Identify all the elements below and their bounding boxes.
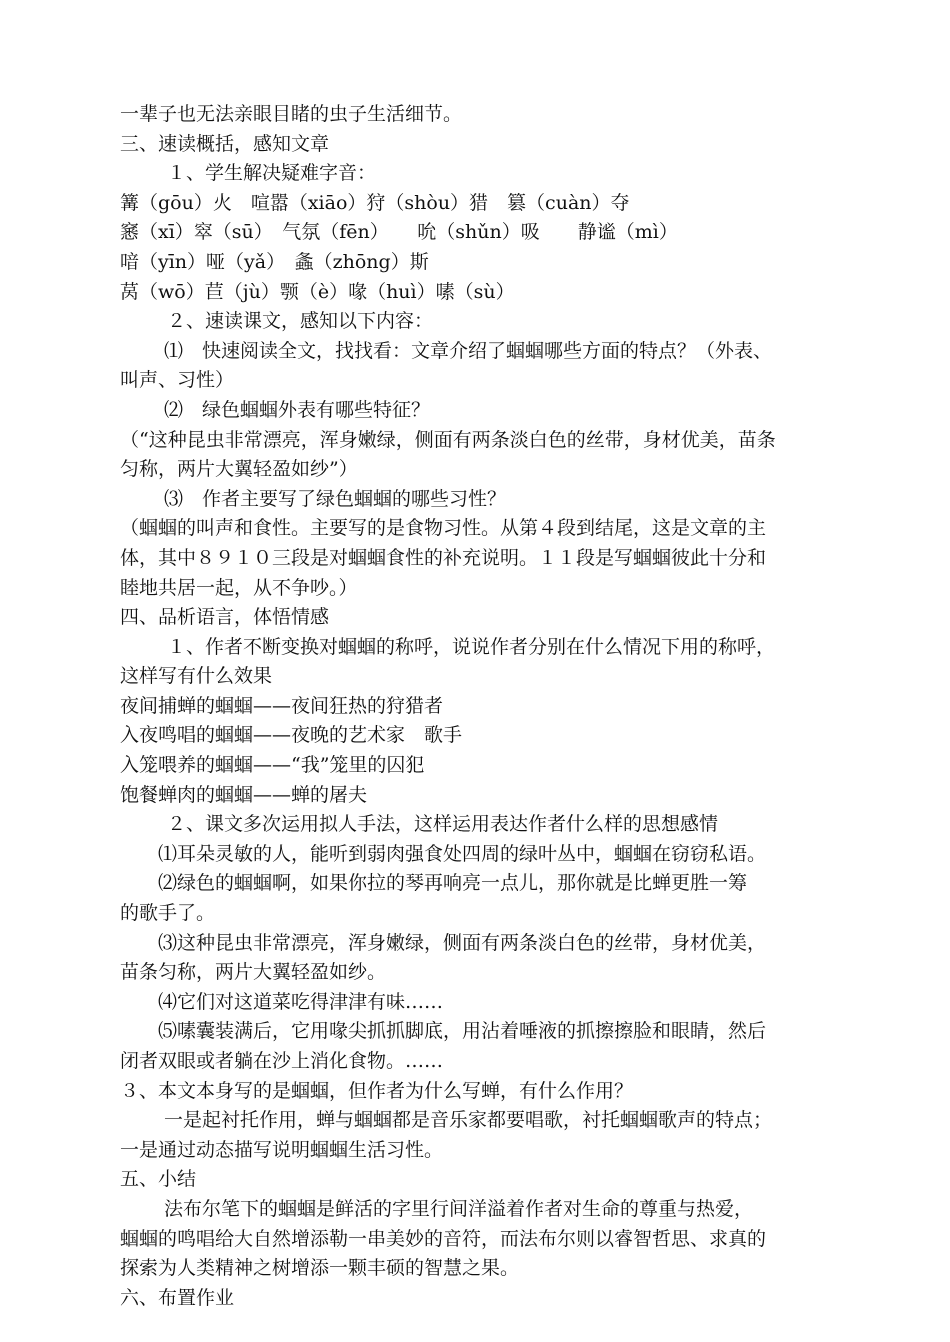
text-line: ⑴ 快速阅读全文，找找看：文章介绍了蝈蝈哪些方面的特点？（外表、 (164, 339, 773, 362)
text-line: 苗条匀称，两片大翼轻盈如纱。 (120, 961, 387, 984)
text-line: 探索为人类精神之树增添一颗丰硕的智慧之果。 (120, 1257, 520, 1280)
text-line: 一是通过动态描写说明蝈蝈生活习性。 (120, 1138, 444, 1161)
text-line: 的歌手了。 (120, 902, 216, 925)
text-line: 莴（wō）苣（jù）颚（è）喙（huì）嗉（sù） (120, 280, 515, 303)
text-line: ２、课文多次运用拟人手法，这样运用表达作者什么样的思想感情 (167, 813, 719, 836)
text-line: （“这种昆虫非常漂亮，浑身嫩绿，侧面有两条淡白色的丝带，身材优美，苗条 (120, 428, 776, 451)
text-line: ⑸嗉囊装满后，它用喙尖抓抓脚底，用沾着唾液的抓擦擦脸和眼睛，然后 (158, 1020, 767, 1043)
text-line: 夜间捕蝉的蝈蝈——夜间狂热的狩猎者 (120, 694, 444, 717)
text-line: 一辈子也无法亲眼目睹的虫子生活细节。 (120, 103, 463, 125)
text-line: 睦地共居一起，从不争吵。） (120, 576, 358, 599)
text-line: 入笼喂养的蝈蝈——“我”笼里的囚犯 (120, 754, 425, 777)
document-body (120, 100, 860, 1313)
text-line: 三、速读概括，感知文章 (120, 132, 330, 155)
text-line: 六、布置作业 (120, 1286, 235, 1309)
text-line: 蝈蝈的鸣唱给大自然增添勒一串美妙的音符，而法布尔则以睿智哲思、求真的 (120, 1227, 767, 1250)
text-line: １、学生解决疑难字音： (167, 162, 377, 185)
text-line: 喑（yīn）哑（yǎ） 螽（zhōng）斯 (120, 250, 429, 273)
text-line: 叫声、习性） (120, 369, 235, 392)
text-line: 闭者双眼或者躺在沙上消化食物。…… (120, 1050, 444, 1072)
text-line: ⑶ 作者主要写了绿色蝈蝈的哪些习性？ (164, 487, 507, 510)
text-line: 饱餐蝉肉的蝈蝈——蝉的屠夫 (120, 783, 368, 806)
text-line: 一是起衬托作用，蝉与蝈蝈都是音乐家都要唱歌，衬托蝈蝈歌声的特点； (164, 1109, 773, 1132)
text-line: 四、品析语言，体悟情感 (120, 606, 330, 629)
text-line: 体，其中８９１０三段是对蝈蝈食性的补充说明。１１段是写蝈蝈彼此十分和 (120, 546, 767, 569)
text-line: ⑵绿色的蝈蝈啊，如果你拉的琴再响亮一点儿，那你就是比蝉更胜一筹 (158, 872, 748, 895)
text-line: ３、本文本身写的是蝈蝈，但作者为什么写蝉，有什么作用？ (120, 1079, 634, 1102)
text-line: （蝈蝈的叫声和食性。主要写的是食物习性。从第４段到结尾，这是文章的主 (120, 517, 767, 540)
text-line: ⑴耳朵灵敏的人，能听到弱肉强食处四周的绿叶丛中，蝈蝈在窃窃私语。 (158, 842, 767, 865)
text-line: 篝（gōu）火 喧嚣（xiāo）狩（shòu）猎 篡（cuàn）夺 (120, 191, 630, 214)
text-line: 入夜鸣唱的蝈蝈——夜晚的艺术家 歌手 (120, 724, 463, 747)
text-line: 五、小结 (120, 1168, 197, 1191)
text-line: 法布尔笔下的蝈蝈是鲜活的字里行间洋溢着作者对生命的尊重与热爱， (164, 1197, 754, 1220)
text-line: ⑶这种昆虫非常漂亮，浑身嫩绿，侧面有两条淡白色的丝带，身材优美， (158, 931, 767, 954)
text-line: 窸（xī）窣（sū） 气氛（fēn） 吮（shǔn）吸 静谧（mì） (120, 221, 678, 244)
text-line: １、作者不断变换对蝈蝈的称呼，说说作者分别在什么情况下用的称呼， (167, 635, 776, 658)
text-line: ⑷它们对这道菜吃得津津有味…… (158, 990, 444, 1013)
text-line: ⑵ 绿色蝈蝈外表有哪些特征？ (164, 398, 431, 421)
text-line: 匀称，两片大翼轻盈如纱”） (120, 458, 358, 481)
text-line: ２、速读课文，感知以下内容： (167, 310, 434, 333)
text-line: 这样写有什么效果 (120, 665, 273, 688)
